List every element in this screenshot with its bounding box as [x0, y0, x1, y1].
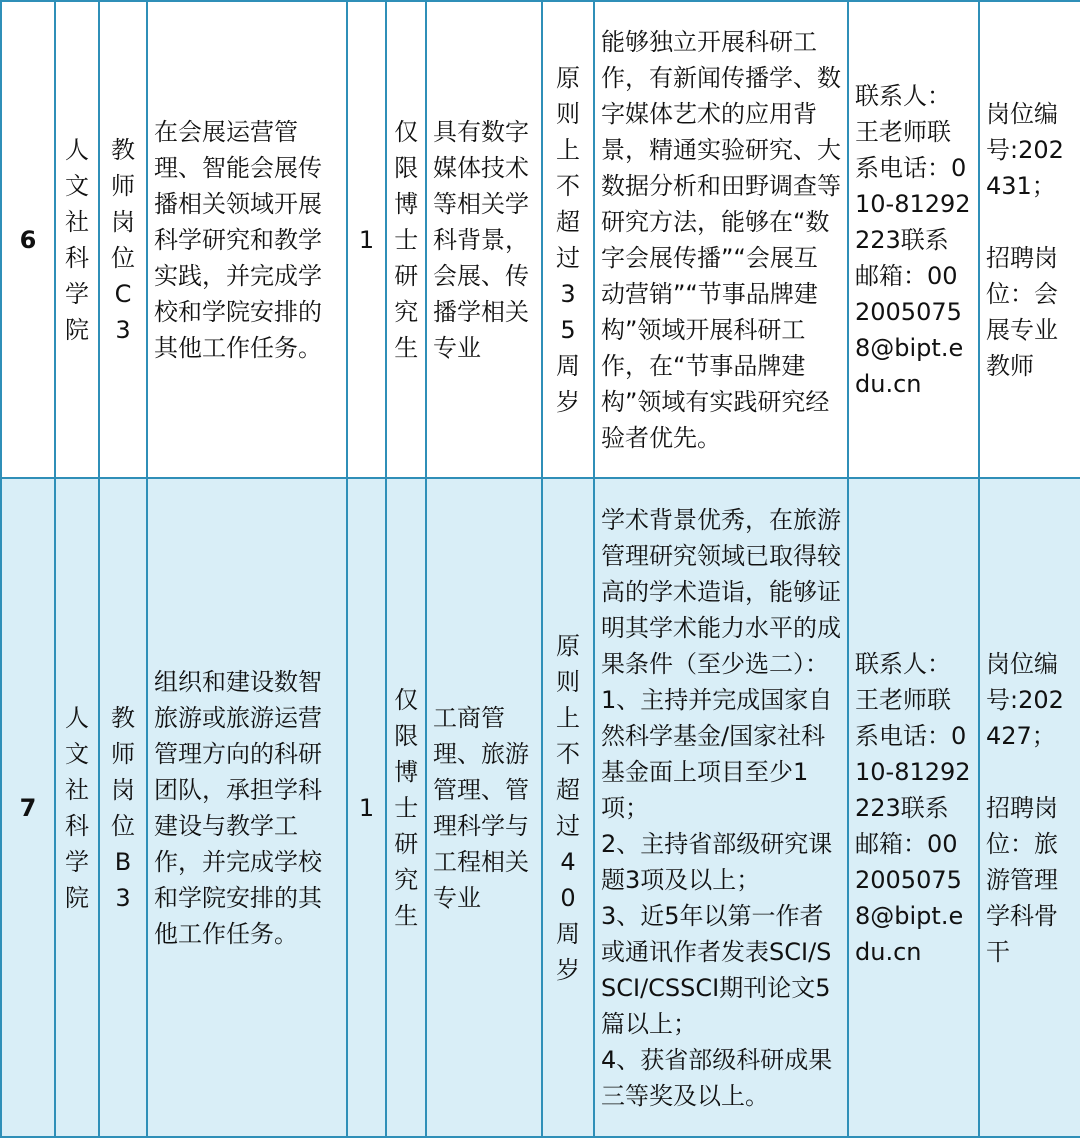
college-cell — [55, 478, 99, 1137]
position-text: 教师岗位B3 — [110, 703, 135, 912]
post-info-cell — [979, 478, 1080, 1137]
requirements-cell — [594, 478, 848, 1137]
row-number: 7 — [1, 478, 55, 1137]
post-code: 岗位编号:202431； — [986, 99, 1064, 200]
contact-cell: 联系人：王老师联系电话：010-81292223联系邮箱：0020050758@bipt.edu.cn — [848, 1, 979, 478]
position-cell — [99, 478, 147, 1137]
duties-cell: 组织和建设数智旅游或旅游运营管理方向的科研团队，承担学科建设与教学工作，并完成学校和学院安排的其他工作任务。 — [147, 478, 347, 1137]
table-row — [1, 1, 1080, 478]
duties-cell: 在会展运营管理、智能会展传播相关领域开展科学研究和教学实践，并完成学校和学院安排的其他工作任务。 — [147, 1, 347, 478]
education-text: 仅限博士研究生 — [394, 117, 419, 362]
post-code: 岗位编号:202427； — [986, 649, 1064, 750]
count-cell: 1 — [347, 478, 386, 1137]
major-cell: 具有数字媒体技术等相关学科背景，会展、传播学相关专业 — [426, 1, 542, 478]
requirement-line: 能够独立开展科研工作，有新闻传播学、数字媒体艺术的应用背景，精通实验研究、大数据分析和田野调查等研究方法，能够在“数字会展传播”“会展互动营销”“节事品牌建构”领域开展科研工作，在“节事品牌建构”领域有实践研究经验者优先。 — [601, 27, 841, 452]
age-cell — [542, 478, 594, 1137]
count-cell: 1 — [347, 1, 386, 478]
age-text: 原则上不超过40周岁 — [555, 631, 580, 984]
requirement-line: 4、获省部级科研成果三等奖及以上。 — [601, 1045, 833, 1110]
age-cell — [542, 1, 594, 478]
post-name: 招聘岗位：会展专业教师 — [986, 243, 1058, 380]
requirements-cell — [594, 1, 848, 478]
education-text: 仅限博士研究生 — [394, 685, 419, 930]
requirement-line: 3、近5年以第一作者或通讯作者发表SCI/SSCI/CSSCI期刊论文5篇以上； — [601, 901, 832, 1038]
major-cell: 工商管理、旅游管理、管理科学与工程相关专业 — [426, 478, 542, 1137]
college-text: 人文社科学院 — [64, 703, 89, 912]
post-name: 招聘岗位：旅游管理学科骨干 — [986, 793, 1058, 966]
requirement-line: 1、主持并完成国家自然科学基金/国家社科基金面上项目至少1项； — [601, 685, 833, 822]
table-row — [1, 478, 1080, 1137]
position-text: 教师岗位C3 — [110, 135, 135, 344]
age-text: 原则上不超过35周岁 — [555, 63, 580, 416]
education-cell — [386, 478, 426, 1137]
education-cell — [386, 1, 426, 478]
row-number: 6 — [1, 1, 55, 478]
post-info-cell — [979, 1, 1080, 478]
position-cell — [99, 1, 147, 478]
requirement-line: 学术背景优秀，在旅游管理研究领域已取得较高的学术造诣，能够证明其学术能力水平的成果条件（至少选二）： — [601, 505, 841, 678]
college-text: 人文社科学院 — [64, 135, 89, 344]
college-cell — [55, 1, 99, 478]
requirement-line: 2、主持省部级研究课题3项及以上； — [601, 829, 833, 894]
contact-cell: 联系人：王老师联系电话：010-81292223联系邮箱：0020050758@bipt.edu.cn — [848, 478, 979, 1137]
